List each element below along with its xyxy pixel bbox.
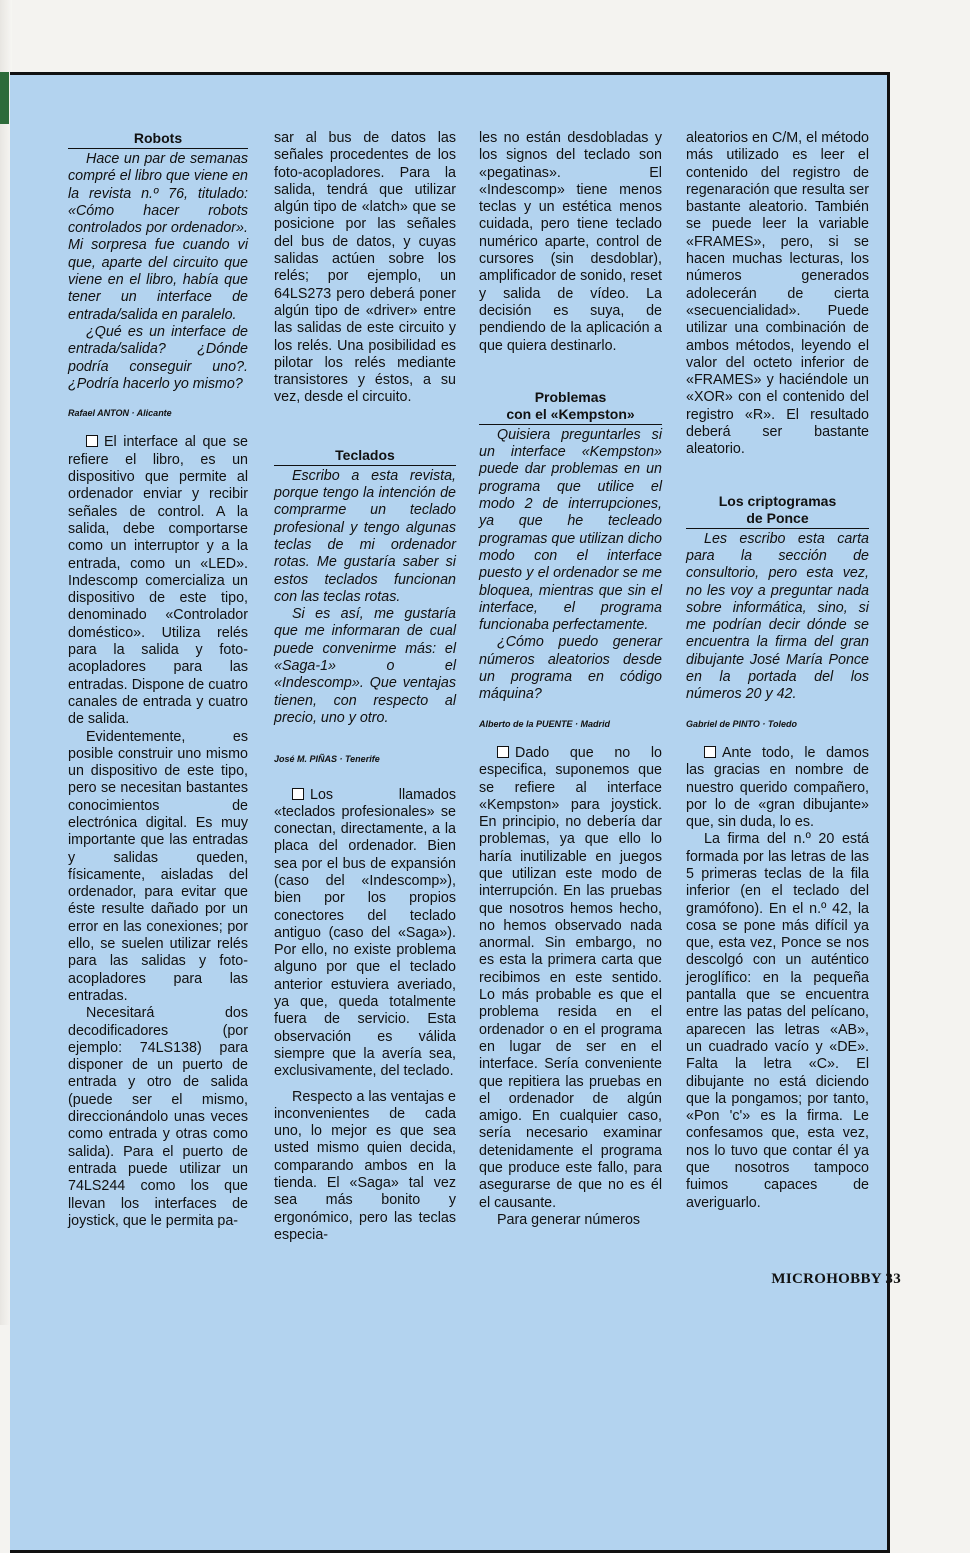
question-paragraph: Les escribo esta carta para la sección de consultorio, pero esta vez, no les voy a preguntar nada sobre informática, sino, si me podrían decir dónde se encuentra la firma del gran dibujante José María Ponce en la portada del los números 20 y 42. [686, 530, 869, 703]
answer-paragraph: Dado que no lo especifica, suponemos que se refiere al interface «Kempston» para joystick. En principio, no debería dar problemas, ya que ello lo haría inutilizable en juegos que utilizan este modo de interrupción. En las pruebas que nosotros hemos hecho, no hemos observado nada anormal. Sin embargo, no es esta la primera carta que recibimos en este sentido. Lo más probable es que el problema resida en el ordenador o en el programa en lugar de ser en el interface. Sería conveniente que repitiera las pruebas en el ordenador de algún amigo. En cualquier caso, sería necesario examinar detenidamente el programa que produce este fallo, para asegurarse de que no es él el causante. [479, 744, 662, 1211]
answer-paragraph: Necesitará dos decodificadores (por ejemplo: 74LS138) para disponer de un puerto de entrada y otro de salida (puede ser el mismo, direccionándolo unas veces como entrada y otras como salida). Para el puerto de entrada puede utilizar un 74LS244 como los que llevan los interfaces de joystick, que le permita pa- [68, 1005, 248, 1229]
question-paragraph: ¿Qué es un interface de entrada/salida? ¿Dónde podría conseguir uno?. ¿Podría hacerlo yo mismo? [68, 323, 248, 392]
answer-paragraph: Ante todo, le damos las gracias en nombre de nuestro querido compañero, por lo de «gran dibujante» que, sin duda, lo es. [686, 744, 869, 831]
answer-box-icon [86, 435, 98, 447]
answer-paragraph: Evidentemente, es posible construir uno mismo un dispositivo de este tipo, pero se necesitan bastantes conocimientos de electrónica digital. Es muy importante que las entradas y salidas queden, físicamente, aisladas del ordenador, para evitar que éste resulte dañado por un error en las conexiones; por ello, se suelen utilizar relés para las salidas y foto-acopladores para las entradas. [68, 728, 248, 1004]
body-paragraph: aleatorios en C/M, el método más utilizado es leer el contenido del registro de regenaración que resulta ser bastante aleatorio. También se puede leer la variable «FRAMES», pero, si se hacen muchas lecturas, los números generados adolecerán de cierta «secuencialidad». Puede utilizar una combinación de ambos métodos, leyendo el valor del octeto inferior de «FRAMES» y haciéndole un «XOR» con el contenido del registro «R». El resultado deberá ser bastante aleatorio. [686, 130, 869, 458]
answer-paragraph: La firma del n.º 20 está formada por las letras de las 5 primeras teclas de la fila inferior (en el teclado del gramófono). En el n.º 42, la cosa se pone más difícil ya que, esta vez, Ponce se nos descolgó con un auténtico jeroglífico: en la pequeña pantalla que se encuentra entre las patas del pelícano, aparecen las letras «AB», un cuadrado vacío y «DE». Falta la letra «C». El dibujante no está diciendo que la pongamos; por tanto, «Pon 'c'» es la firma. Le confesamos que, esta vez, nos lo tuvo que contar él ya que nosotros tampoco fuimos capaces de averiguarlo. [686, 831, 869, 1211]
question-paragraph: Hace un par de semanas compré el libro que viene en la revista n.º 76, titulado: «Cómo hacer robots controlados por ordenador». Mi sorpresa fue cuando vi que, aparte del circuito que viene en el libro, había que tener un interface de entrada/salida en paralelo. [68, 151, 248, 323]
question-paragraph: Si es así, me gustaría que me informaran de cual puede convenirme más: el «Saga-1» o el «Indescomp». Que ventajas tienen, con respecto al precio, uno y otro. [274, 606, 456, 726]
section-heading-teclados: Teclados [274, 447, 456, 466]
letter-signature: Gabriel de PINTO · Toledo [686, 718, 798, 729]
letter-signature: Rafael ANTON · Alicante [68, 408, 172, 419]
body-paragraph: les no están desdobladas y los signos del teclado son «pegatinas». El «Indescomp» tiene menos teclas y un estética menos cuidada, pero tiene teclado numérico aparte, control de cursores (sin desdoblar), amplificador de sonido, reset y salida de vídeo. La decisión es suya, de pendiendo de la aplicación a que quiera destinarlo. [479, 130, 662, 354]
answer-box-icon [704, 746, 716, 758]
column-2 [274, 130, 456, 1244]
page-number: 33 [885, 1271, 901, 1287]
section-heading-criptogramas: Los criptogramas de Ponce [686, 493, 869, 529]
column-4 [686, 130, 869, 1212]
section-heading-robots: Robots [68, 130, 248, 149]
answer-paragraph: Para generar números [497, 1211, 641, 1228]
section-heading-kempston: Problemas con el «Kempston» [479, 389, 662, 425]
answer-paragraph: Los llamados «teclados profesionales» se conectan, directamente, a la placa del ordenador. Bien sea por el bus de expansión (caso del «Indescomp»), bien por los propios conectores del teclado antiguo (caso del «Saga»). Por ello, no existe problema alguno por que el teclado anterior estuviera averiado, ya que, queda totalmente fuera de servicio. Esta observación es válida siempre que la avería sea, exclusivamente, del teclado. [274, 786, 456, 1080]
letter-signature: José M. PIÑAS · Tenerife [274, 754, 380, 765]
green-spine-mark [0, 72, 9, 124]
page-footer [771, 1271, 901, 1288]
question-paragraph: Escribo a esta revista, porque tengo la intención de comprarme un teclado profesional y tengo algunas teclas de mi ordenador rotas. Me gustaría saber si estos teclados funcionan con las teclas rotas. [274, 467, 456, 605]
answer-paragraph: Respecto a las ventajas e inconvenientes de cada uno, lo mejor es que sea usted mismo quien decida, comparando ambos en la tienda. El «Saga» tal vez sea más bonito y ergonómico, pero las teclas especia- [274, 1088, 456, 1243]
column-3 [479, 130, 662, 1229]
body-paragraph: sar al bus de datos las señales procedentes de los foto-acopladores. Para la salida, tendrá que utilizar algún tipo de «latch» que se posicione por las señales del bus de datos, y cuyas salidas actúen sobre los relés; por ejemplo, un 64LS273 pero deberá poner algún tipo de «driver» entre las salidas de este circuito y los relés. Una posibilidad es pilotar los relés mediante transistores y éstos, a su vez, desde el circuito. [274, 130, 456, 406]
column-1 [68, 130, 248, 1230]
magazine-name: MICROHOBBY [771, 1271, 882, 1287]
answer-paragraph: El interface al que se refiere el libro, es un dispositivo que permite al ordenador enviar y recibir señales de control. A la salida, debe comportarse como un interruptor y a la entrada, como un «LED». Indescomp comercializa un dispositivo de este tipo, denominado «Controlador doméstico». Utiliza relés para la salida y foto-acopladores para las entradas. Dispone de cuatro canales de entrada y cuatro de salida. [68, 434, 248, 728]
question-paragraph: ¿Cómo puedo generar números aleatorios desde un programa en código máquina? [479, 634, 662, 703]
letter-signature: Alberto de la PUENTE · Madrid [479, 718, 611, 729]
question-paragraph: Quisiera preguntarles si un interface «Kempston» puede dar problemas en un programa que utilice el modo 2 de interrupciones, ya que he tecleado programas que utilizan dicho modo con el interface puesto y el ordenador se me bloquea, mientras que sin el interface, el programa funcionaba perfectamente. [479, 426, 662, 634]
answer-box-icon [497, 746, 509, 758]
answer-box-icon [292, 788, 304, 800]
